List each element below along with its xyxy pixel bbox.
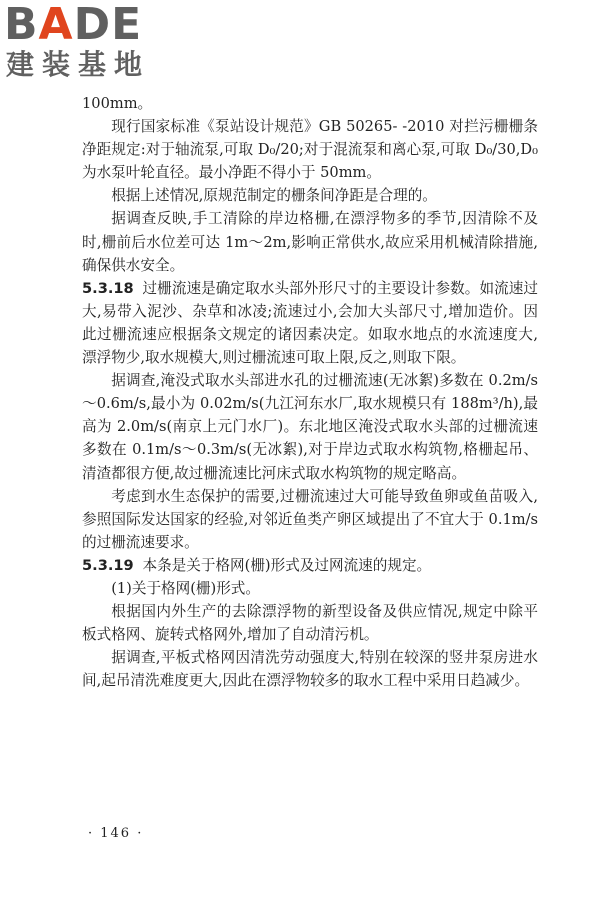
paragraph: 现行国家标准《泵站设计规范》GB 50265- -2010 对拦污栅栅条净距规定:对于轴流泵,可取 D₀/20;对于混流泵和离心泵,可取 D₀/30,D₀为水泵叶轮直径。最小净距不得小于 50mm。 (82, 118, 538, 182)
bade-logo (4, 2, 184, 98)
logo-subtitle: 建装基地 (6, 48, 151, 81)
logo-wordmark (4, 2, 184, 48)
section-paragraph (82, 554, 538, 577)
paragraph: 据调查反映,手工清除的岸边格栅,在漂浮物多的季节,因清除不及时,栅前后水位差可达 1m～2m,影响正常供水,故应采用机械清除措施,确保供水安全。 (82, 210, 538, 274)
paragraph: (1)关于格网(栅)形式。 (111, 579, 260, 597)
paragraph: 根据上述情况,原规范制定的栅条间净距是合理的。 (111, 187, 437, 205)
section-number: 5.3.19 (82, 556, 134, 574)
section-text: 本条是关于格网(栅)形式及过网流速的规定。 (142, 556, 432, 574)
paragraph: 根据国内外生产的去除漂浮物的新型设备及供应情况,规定中除平板式格网、旋转式格网外,增加了自动清污机。 (82, 603, 538, 644)
logo-accent-letter: A (38, 0, 74, 50)
paragraph: 考虑到水生态保护的需要,过栅流速过大可能导致鱼卵或鱼苗吸入,参照国际发达国家的经验,对邻近鱼类产卵区域提出了不宜大于 0.1m/s 的过栅流速要求。 (82, 487, 538, 551)
section-paragraph (82, 277, 538, 369)
document-body (82, 92, 538, 692)
paragraph: 据调查,平板式格网因清洗劳动强度大,特别在较深的竖井泵房进水间,起吊清洗难度更大,因此在漂浮物较多的取水工程中采用日趋减少。 (82, 649, 538, 690)
section-number: 5.3.18 (82, 279, 134, 297)
logo-letters: DE (73, 0, 143, 50)
paragraph: 据调查,淹没式取水头部进水孔的过栅流速(无冰絮)多数在 0.2m/s～0.6m/s,最小为 0.02m/s(九江河东水厂,取水规模只有 188m³/h),最高为 2.0m/s(南京上元门水厂)。东北地区淹没式取水头部的过栅流速多数在 0.1m/s～0.3m/s(无冰絮),对于岸边式取水构筑物,格栅起吊、清渣都很方便,故过栅流速比河床式取水构筑物的规定略高。 (82, 372, 538, 482)
page-number: · 146 · (88, 826, 144, 841)
logo-letter: B (4, 0, 39, 50)
paragraph-continuation: 100mm。 (82, 95, 153, 112)
section-text: 过栅流速是确定取水头部外形尺寸的主要设计参数。如流速过大,易带入泥沙、杂草和冰凌;流速过小,会加大头部尺寸,增加造价。因此过栅流速应根据条文规定的诸因素决定。如取水地点的水流速度大,漂浮物少,取水规模大,则过栅流速可取上限,反之,则取下限。 (82, 279, 538, 367)
